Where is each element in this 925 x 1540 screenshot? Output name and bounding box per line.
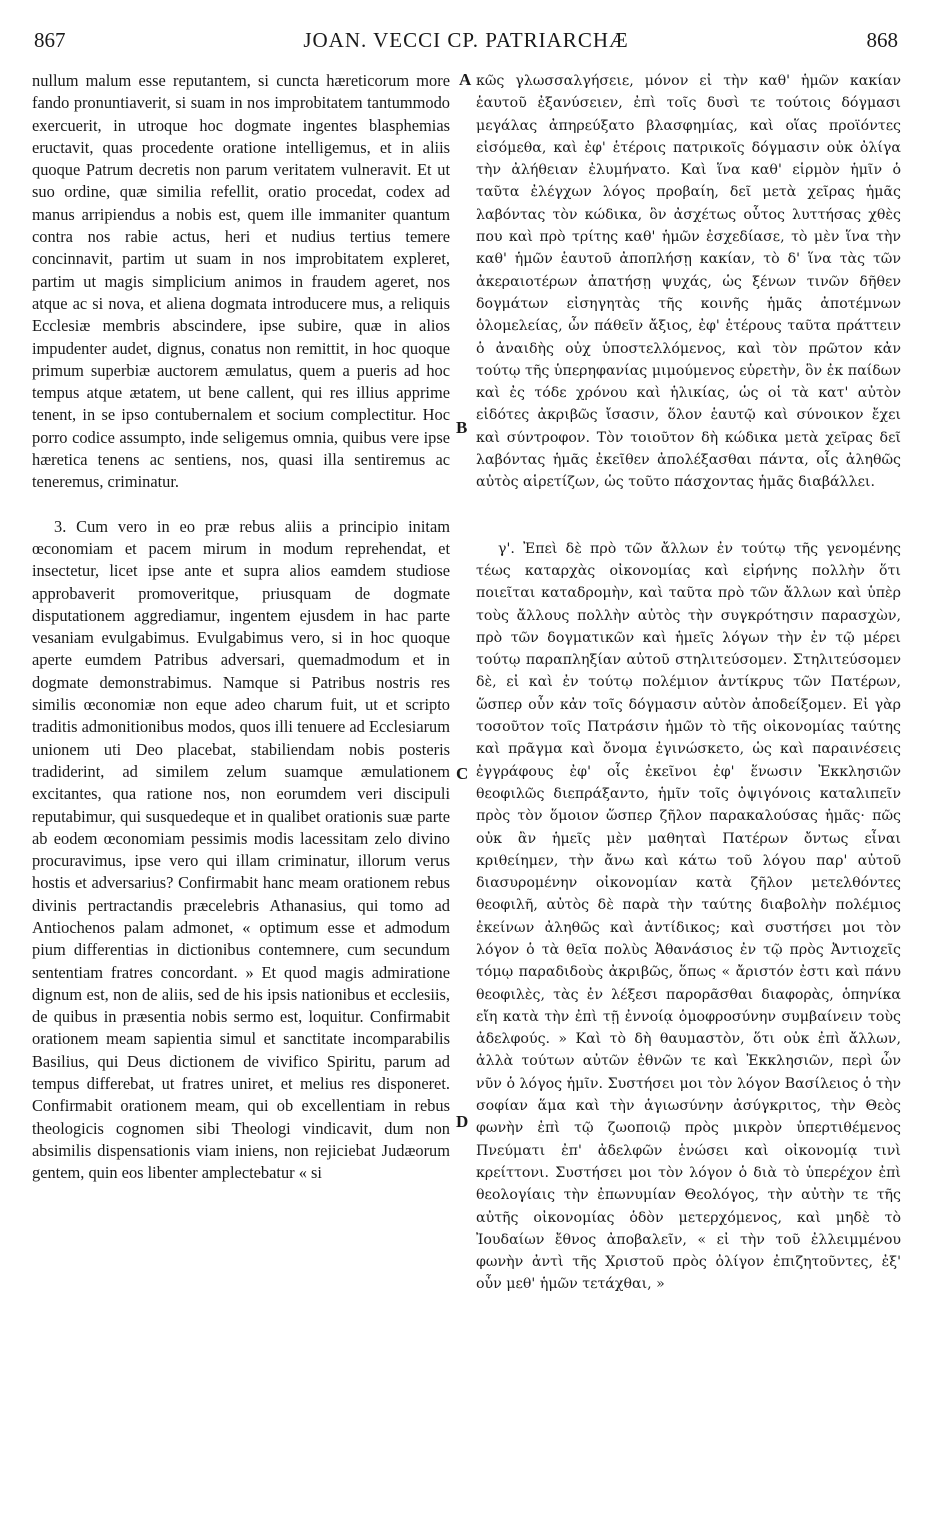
margin-marker-b: B	[456, 418, 468, 437]
greek-paragraph-1: κῶς γλωσσαλγήσειε, μόνον εἰ τὴν καθ' ἡμῶν κακίαν ἑαυτοῦ ἐξανύσειεν, ἐπὶ τοῖς δυσὶ τε τούτοις δόγμασι μεγάλας ἀπηρεύξατο βλασφημίας, καὶ οἵας προϊόντες εἰσόμεθα, καὶ ἐφ' ἑτέροις πατρικοῖς δόγμασιν οὐκ ὀλίγα τὴν ἀλήθειαν ἐλυμήνατο. Καὶ ἵνα καθ' εἱρμὸν ἡμῖν ὁ ταῦτα ἐλέγχων λόγος προβαίη, δεῖ μετὰ χεῖρας ἡμᾶς λαβόντας τὸν κώδικα, ὃν ἀσχέτως οὗτος λυττήσας χθὲς που καὶ πρὸ τρίτης καθ' ἡμῶν ἐσχεδίασε, τὸ μὲν ἵνα τὴν καθ' ἡμῶν ἑαυτοῦ ἀποπλήσῃ κακίαν, τὸ δ' ἵνα τὰς τῶν ἀκεραιοτέρων ἀπατήσῃ ψυχάς, ὡς ξένων τινῶν δῆθεν δογμάτων εἰσηγητὰς τῆς κοινῆς ἡμᾶς ἀποτέμνων ὁλομελείας, ὧν πάθεῖν ἄξιος, ἐφ' ἑτέρους ταῦτα πράττειν ὁ ἀναιδὴς οὐχ ὑποστελλόμενος, καὶ τὸν πρῶτον κἀν τούτῳ τῆς ὑπερηφανίας μιμούμενος εὑρετὴν, ὃν ἐκ παίδων καὶ ἐς τόδε χρόνου καὶ ἡλικίας, ὡς οἱ τὰ κατ' αὐτὸν εἰδότες ἀκριβῶς ἴσασιν, ὅλον ἑαυτῷ καὶ σύνοικον ἔχει καὶ σύντροφον. Τὸν τοιοῦτον δὴ κώδικα μετὰ χεῖρας δεῖ λαβόντας ἡμᾶς ἐκεῖθεν ἀπολέξασθαι πάντα, οἷς ἀληθῶς αὐτὸς αἱρετίζων, ὡς τοῦτο πάσχοντας ἡμᾶς διαβάλλει.	[476, 73, 901, 491]
latin-paragraph-2: 3. Cum vero in eo præ rebus aliis a principio initam œconomiam et pacem mirum in modum reprehendat, et insectetur, licet ipse ante et supra alios eamdem studiose approbaverit promoveritque, priusquam de dogmate disputationem aggrediamur, ingentem ejusdem in hac parte vesaniam evulgabimus. Evulgabimus vero, si in hoc quoque aperte eumdem Patribus adversari, quemadmodum et in dogmate demonstrabimus. Namque si Patribus nostris res similis œconomiæ non eque adeo charum fuit, ut et scripto traditis admonitionibus modos, quos illi tenuere ad Ecclesiarum unionem uti Deo placebat, stabiliendam nobis posteris tradiderint, ad similem zelum suamque æmulationem excitantes, qua ratione nos, non eorumdem veri discipuli reputabimur, qui susquedeque et in qualibet orationis suæ parte ab eodem œconomiam pessimis modis lacessitam zelo divino procuravimus, ipse vero qui illam criminatur, illorum verus hostis et adversarius? Confirmabit hanc meam orationem rebus divinis pertractandis præcelebris Athanasius, qui tomo ad Antiochenos palam admonet, « optimum esse et admodum pium differentias in dictionibus contemnere, cum secundum sententiam fratres concordant. » Et quod magis admiratione dignum est, non de aliis, sed de his ipsis nationibus et ecclesiis, de quibus in præsentia nobis sermo est, loquitur. Confirmabit orationem meam sapientia simul et sanctitate incomparabilis Basilius, qui Deus dictionem de vivifico Spiritu, parum ad tempus differebat, ut fratres uniret, et melius res disponeret. Confirmabit orationem meam, qui ob excellentiam in rebus theologicis cognomen sibi Theologi vindicavit, dum non absimilis dispensationis viam iniens, non rejiciebat Judæorum gentem, quin eos libenter amplectebatur « si	[32, 516, 450, 1183]
running-header	[28, 20, 904, 54]
running-title: JOAN. VECCI CP. PATRIARCHÆ	[303, 28, 629, 52]
left-page-number: 867	[34, 28, 66, 52]
greek-column	[476, 70, 901, 1296]
latin-column	[32, 70, 450, 1185]
greek-paragraph-2: γ'. Ἐπεὶ δὲ πρὸ τῶν ἄλλων ἐν τούτῳ τῆς γενομένης τέως καταρχὰς οἰκονομίας καὶ εἰρήνης πολλὴν ὅτι ποιεῖται καταδρομὴν, καὶ ταῦτα πρὸ τῶν ἄλλων καὶ ὑπὲρ τοὺς ἄλλους πολλὴν αὐτὸς τὴν συγκρότησιν παρασχὼν, πρὸ τῶν δογματικῶν καὶ ἡμεῖς λόγων τὴν ἐν τῷ μέρει τούτῳ παραπληξίαν αὐτοῦ στηλιτεύσομεν. Στηλιτεύσομεν δὲ, εἰ καὶ ἐν τούτῳ πολέμιον ἀντίκρυς τῶν Πατέρων, ὥσπερ οὖν κἀν τοῖς δόγμασιν αὐτὸν ἀποδείξομεν. Εἰ γὰρ τοσοῦτον τοῖς Πατράσιν ἡμῶν τὸ τῆς οἰκονομίας ταύτης καὶ πρᾶγμα καὶ ὄνομα ἐγινώσκετο, ὡς καὶ παραινέσεις ἐγγράφους ἐφ' οἷς ἐκεῖνοι ἐφ' ἕνωσιν Ἐκκλησιῶν θεοφιλῶς διεπράξαντο, ἡμῖν τοῖς ὀψιγόνοις καταλιπεῖν πρὸς τὸν ὅμοιον ὥσπερ ζῆλον παρακαλούσας ἡμᾶς· πῶς οὐκ ἂν ἡμεῖς μὲν μαθηταὶ Πατέρων ὄντως εἶναι κριθείημεν, τὴν ἄνω καὶ κάτω τοῦ λόγου παρ' αὐτοῦ διασυρομένην οἰκονομίαν κατὰ ζῆλον μετελθόντες θεοφιλῆ, αὐτὸς δὲ παρὰ τὴν ταύτης διαβολὴν πολέμιος ἐκείνων ἀληθῶς καὶ ἀντίδικος; καὶ συστήσει μοι τὸν λόγον ὁ τὰ θεῖα πολὺς Ἀθανάσιος ἐν τῷ πρὸς Ἀντιοχεῖς τόμῳ παραδιδοὺς ἀκριβῶς, ὅπως « ἄριστόν ἐστι καὶ πάνυ θεοφιλὲς, τὰς ἐν λέξεσι παρορᾶσθαι διαφορὰς, ὁπηνίκα εἴη κατὰ τὴν ἐπὶ τῇ ἐννοίᾳ ὁμοφροσύνην συμβαίνειν τοὺς ἀδελφούς. » Καὶ τὸ δὴ θαυμαστὸν, ὅτι οὐκ ἐπὶ ἄλλων, ἀλλὰ τούτων αὐτῶν ἐθνῶν τε καὶ Ἐκκλησιῶν, περὶ ὧν νῦν ὁ λόγος ἡμῖν. Συστήσει μοι τὸν λόγον Βασίλειος ὁ τὴν σοφίαν ἅμα καὶ τὴν ἁγιωσύνην ἀσύγκριτος, τὴν Θεὸς φωνὴν ἐπὶ τῷ ζωοποιῷ πρὸς μικρὸν ὑπερτιθέμενος Πνεύματι ἐπ' ἀδελφῶν ἑνώσει καὶ οἰκονομίᾳ τινὶ κρείττονι. Συστήσει μοι τὸν λόγον ὁ διὰ τὸ ὑπερέχον ἐπὶ θεολογίαις τὴν ἐπωνυμίαν Θεολόγος, τὴν αὐτὴν τε τῆς αὐτῆς οἰκονομίας ὁδὸν μετερχόμενος, καὶ μηδὲ τὸ Ἰουδαίων ἔθνος ἀποβαλεῖν, « εἰ τὴν τοῦ ἐλλειμμένου φωνὴν ἀντὶ τῆς Χριστοῦ πρὸς ὀλίγον ἐπιζητοῦντες, ἐξ' οὖν μεθ' ἡμῶν τετάχθαι, »	[476, 540, 901, 1293]
margin-marker-c: C	[456, 764, 469, 783]
right-page-number: 868	[866, 28, 898, 52]
latin-paragraph-1: nullum malum esse reputantem, si cuncta hæreticorum more fando pronuntiaverit, si suam in nos improbitatem tantummodo exercuerit, in utroque hoc dogmate ingentes blasphemias eructavit, quas procedente oratione intelligemus, et in aliis quoque Patrum decretis non parum veritatem vulneravit. Et ut suo ordine, quæ similia refellit, oratio procedat, codex ad manus arripiendus a nobis est, quem ille immaniter quantum contra nos rabie actus, heri et nudius tertius temere concinnavit, partim ut suam in nos improbitatem expleret, partim ut magis simplicium animos in fraudem ageret, nos atque ac si nova, et aliena dogmata introducere mus, a reliquis Ecclesiæ membris abscindere, ipse subire, quæ in alios impudenter audet, dignus, conatus non remittit, in hoc quoque primum superbiæ auctorem æmulatus, quem a pueris ad hoc tempus atque ætatem, ut bene callent, qui res illius apprime tenent, in se ipso contubernalem et socium complectitur. Hoc porro codice assumpto, inde seligemus omnia, quibus vere ipse hæretica tenens ac sentiens, nos, quasi illa sentiremus ac teneremus, criminatur.	[32, 71, 450, 492]
margin-marker-d: D	[456, 1112, 469, 1131]
margin-marker-a: A	[459, 70, 472, 89]
